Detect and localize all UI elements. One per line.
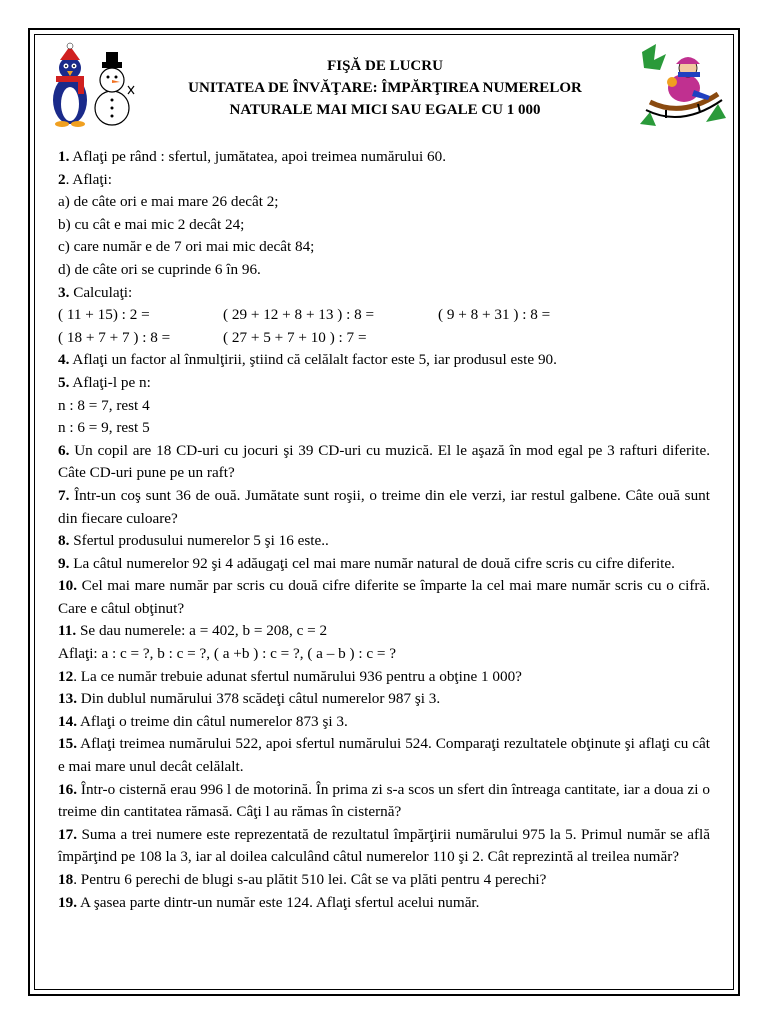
exercise-2-item-a: a) de câte ori e mai mare 26 decât 2;	[58, 193, 279, 211]
exercise-number: 11.	[58, 622, 77, 640]
exercise-text: . Pentru 6 perechi de blugi s-au plătit 510 lei. Cât se va plăti pentru 4 perechi?	[73, 871, 547, 888]
exercise-5-equation-1: n : 8 = 7, rest 4	[58, 396, 150, 414]
exercise-18	[58, 869, 710, 892]
exercise-2-item-c: c) care număr e de 7 ori mai mic decât 84;	[58, 238, 315, 256]
worksheet-title: FIŞĂ DE LUCRU	[327, 58, 443, 74]
exercise-text: . Aflaţi:	[65, 170, 112, 188]
exercise-1	[58, 146, 710, 169]
exercise-text: . La ce număr trebuie adunat sfertul numărului 936 pentru a obţine 1 000?	[73, 667, 522, 685]
exercise-5	[58, 372, 710, 395]
exercise-number: 5.	[58, 373, 70, 391]
exercise-number: 6.	[58, 441, 70, 459]
exercise-number: 18	[58, 871, 74, 888]
exercise-3	[58, 282, 710, 305]
worksheet-header	[140, 55, 630, 121]
exercise-11-tasks: Aflaţi: a : c = ?, b : c = ?, ( a +b ) : c = ?, ( a – b ) : c = ?	[58, 645, 397, 663]
exercise-text: Din dublul numărului 378 scădeţi câtul numerelor 987 şi 3.	[76, 690, 441, 708]
exercise-6	[58, 440, 710, 485]
exercise-13	[58, 688, 710, 711]
exercise-text: Calculaţi:	[69, 283, 133, 301]
exercise-text: Aflaţi o treime din câtul numerelor 873 şi 3.	[76, 712, 348, 730]
exercise-7	[58, 485, 710, 530]
exercise-list	[58, 146, 710, 914]
calculation: ( 18 + 7 + 7 ) : 8 =	[58, 328, 171, 346]
exercise-number: 9.	[58, 554, 70, 572]
exercise-8	[58, 530, 710, 553]
calculation: ( 27 + 5 + 7 + 10 ) : 7 =	[223, 328, 367, 346]
exercise-text: Într-un coş sunt 36 de ouă. Jumătate sunt roşii, o treime din ele verzi, iar restul galbene. Câte ouă sunt din fiecare culoare?	[58, 486, 710, 527]
exercise-12	[58, 666, 710, 689]
exercise-number: 19.	[58, 893, 77, 911]
exercise-3-row-1	[58, 304, 710, 327]
exercise-text: Un copil are 18 CD-uri cu jocuri şi 39 CD-uri cu muzică. El le aşază în mod egal pe 3 rafturi diferite. Câte CD-uri pune pe un raft?	[58, 441, 710, 482]
exercise-number: 10.	[58, 577, 77, 595]
learning-unit-line: UNITATEA DE ÎNVĂŢARE: ÎMPĂRŢIREA NUMERELOR	[188, 80, 582, 96]
exercise-10	[58, 575, 710, 620]
exercise-number: 7.	[58, 486, 70, 504]
exercise-number: 8.	[58, 532, 70, 550]
exercise-3-row-2	[58, 327, 710, 350]
exercise-number: 3.	[58, 283, 70, 301]
exercise-number: 14.	[58, 712, 77, 730]
exercise-text: Se dau numerele: a = 402, b = 208, c = 2	[76, 622, 328, 640]
exercise-text: Aflaţi treimea numărului 522, apoi sfertul numărului 524. Comparaţi rezultatele obţinute şi aflaţi cu cât e mai mare unul decât celălalt.	[58, 735, 710, 776]
exercise-14	[58, 711, 710, 734]
exercise-2-item-d: d) de câte ori se cuprinde 6 în 96.	[58, 260, 261, 278]
exercise-text: La câtul numerelor 92 şi 4 adăugaţi cel mai mare număr natural de două cifre scris cu cifre diferite.	[69, 554, 675, 572]
exercise-text: Aflaţi-l pe n:	[69, 373, 151, 391]
child-on-sled-icon	[636, 42, 728, 132]
exercise-number: 1.	[58, 148, 70, 165]
exercise-2	[58, 169, 710, 192]
exercise-text: Cel mai mare număr par scris cu două cifre diferite se împarte la cel mai mare număr scris cu o cifră. Care e câtul obţinut?	[58, 577, 710, 617]
exercise-number: 2	[58, 170, 66, 188]
exercise-text: Sfertul produsului numerelor 5 şi 16 este..	[69, 532, 329, 550]
exercise-text: Într-o cisternă erau 996 l de motorină. În prima zi s-a scos un sfert din întreaga cantitate, iar a doua zi o treime din cantitatea rămasă. Câţi l au rămas în cisternă?	[58, 780, 710, 821]
exercise-text: A şasea parte dintr-un număr este 124. Aflaţi sfertul acelui număr.	[76, 893, 480, 911]
exercise-number: 17.	[58, 825, 77, 843]
exercise-2-item-b: b) cu cât e mai mic 2 decât 24;	[58, 215, 245, 233]
exercise-17	[58, 824, 710, 869]
learning-unit-line-2: NATURALE MAI MICI SAU EGALE CU 1 000	[229, 102, 541, 118]
exercise-number: 13.	[58, 690, 77, 708]
exercise-16	[58, 779, 710, 824]
calculation: ( 29 + 12 + 8 + 13 ) : 8 =	[223, 306, 375, 324]
calculation: ( 9 + 8 + 31 ) : 8 =	[438, 306, 551, 324]
exercise-15	[58, 733, 710, 778]
exercise-5-equation-2: n : 6 = 9, rest 5	[58, 419, 150, 437]
exercise-text: Aflaţi un factor al înmulţirii, ştiind că celălalt factor este 5, iar produsul este 90.	[69, 351, 557, 369]
exercise-number: 4.	[58, 351, 70, 369]
calculation: ( 11 + 15) : 2 =	[58, 306, 150, 324]
snowman-and-penguin-icon	[44, 42, 136, 128]
exercise-number: 16.	[58, 780, 77, 798]
exercise-number: 15.	[58, 735, 77, 753]
exercise-text: Aflaţi pe rând : sfertul, jumătatea, apoi treimea numărului 60.	[69, 148, 446, 165]
exercise-4	[58, 349, 710, 372]
exercise-text: Suma a trei numere este reprezentată de rezultatul împărţirii numărului 975 la 5. Primul număr se află împărţind pe 108 la 3, iar al doilea calculând câtul numerelor 110 şi 2. Cât reprezintă al treilea număr?	[58, 825, 710, 866]
exercise-9	[58, 553, 710, 576]
exercise-number: 12	[58, 667, 74, 685]
exercise-19	[58, 892, 710, 915]
exercise-11	[58, 620, 710, 643]
